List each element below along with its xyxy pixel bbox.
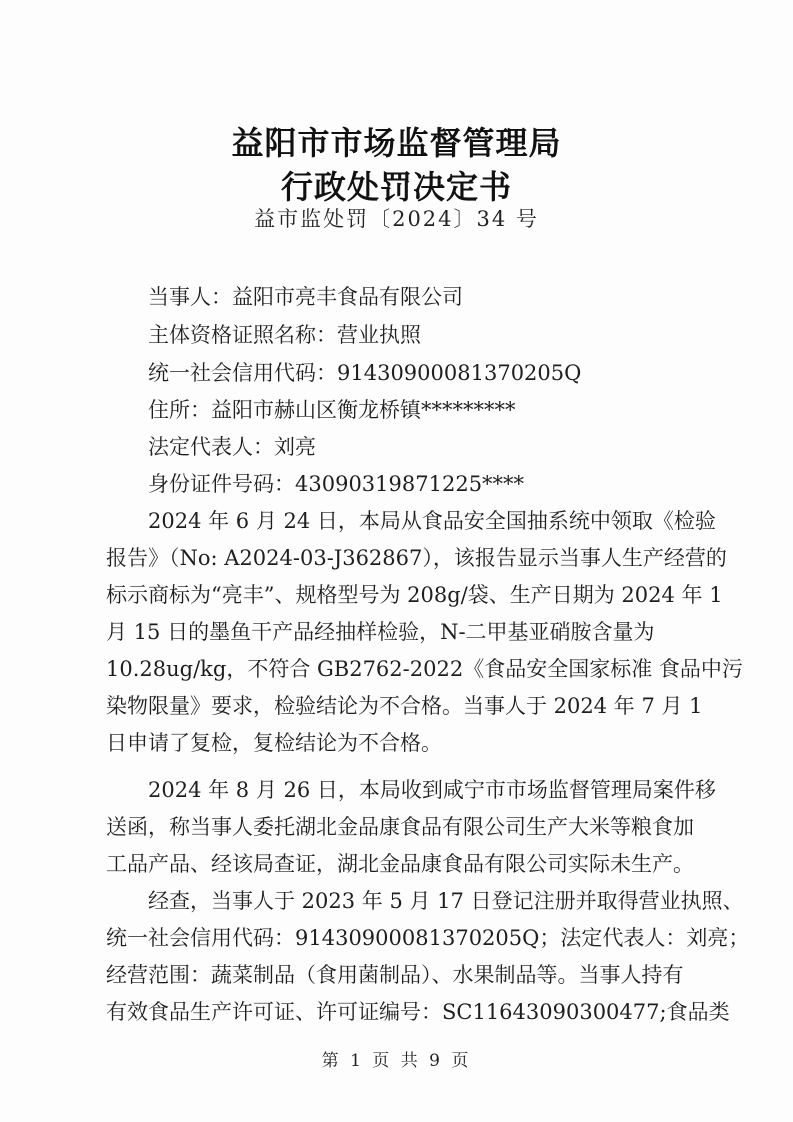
- license-name: 主体资格证照名称：营业执照: [148, 323, 421, 347]
- document-title-line1: 益阳市市场监督管理局: [231, 124, 562, 162]
- legal-representative: 法定代表人：刘亮: [148, 435, 316, 459]
- paragraph-1-line: 月 15 日的墨鱼干产品经抽样检验，N-二甲基亚硝胺含量为: [106, 620, 655, 644]
- address: 住所：益阳市赫山区衡龙桥镇*********: [148, 398, 516, 422]
- id-number: 身份证件号码：43090319871225****: [148, 472, 525, 496]
- paragraph-1-line: 10.28ug/kg，不符合 GB2762-2022《食品安全国家标准 食品中污: [106, 657, 743, 681]
- paragraph-3-line: 经营范围：蔬菜制品（食用菌制品）、水果制品等。当事人持有: [106, 963, 684, 987]
- paragraph-1-line: 染物限量》要求，检验结论为不合格。当事人于 2024 年 7 月 1: [106, 694, 703, 718]
- page-indicator: 第 1 页 共 9 页: [321, 1051, 472, 1071]
- paragraph-2-line: 工品产品、经该局查证，湖北金品康食品有限公司实际未生产。: [106, 852, 694, 876]
- paragraph-3-line: 经查，当事人于 2023 年 5 月 17 日登记注册并取得营业执照、: [148, 889, 744, 913]
- paragraph-1-line: 日申请了复检，复检结论为不合格。: [106, 731, 442, 755]
- paragraph-3-line: 有效食品生产许可证、许可证编号：SC11643090300477;食品类: [106, 1000, 730, 1024]
- document-title-line2: 行政处罚决定书: [280, 168, 512, 206]
- document-number: 益市监处罚〔2024〕34 号: [254, 207, 539, 231]
- paragraph-2-line: 送函，称当事人委托湖北金品康食品有限公司生产大米等粮食加: [106, 815, 694, 839]
- paragraph-1-line: 标示商标为“亮丰”、规格型号为 208g/袋、生产日期为 2024 年 1: [106, 583, 723, 607]
- paragraph-1-line: 报告》（No: A2024-03-J362867），该报告显示当事人生产经营的: [106, 546, 727, 570]
- paragraph-1-line: 2024 年 6 月 24 日，本局从食品安全国抽系统中领取《检验: [148, 509, 716, 533]
- paragraph-3-line: 统一社会信用代码：91430900081370205Q；法定代表人：刘亮；: [106, 926, 750, 950]
- credit-code: 统一社会信用代码：91430900081370205Q: [148, 361, 582, 385]
- party-name: 当事人：益阳市亮丰食品有限公司: [148, 285, 463, 309]
- paragraph-2-line: 2024 年 8 月 26 日，本局收到咸宁市市场监督管理局案件移: [148, 778, 716, 802]
